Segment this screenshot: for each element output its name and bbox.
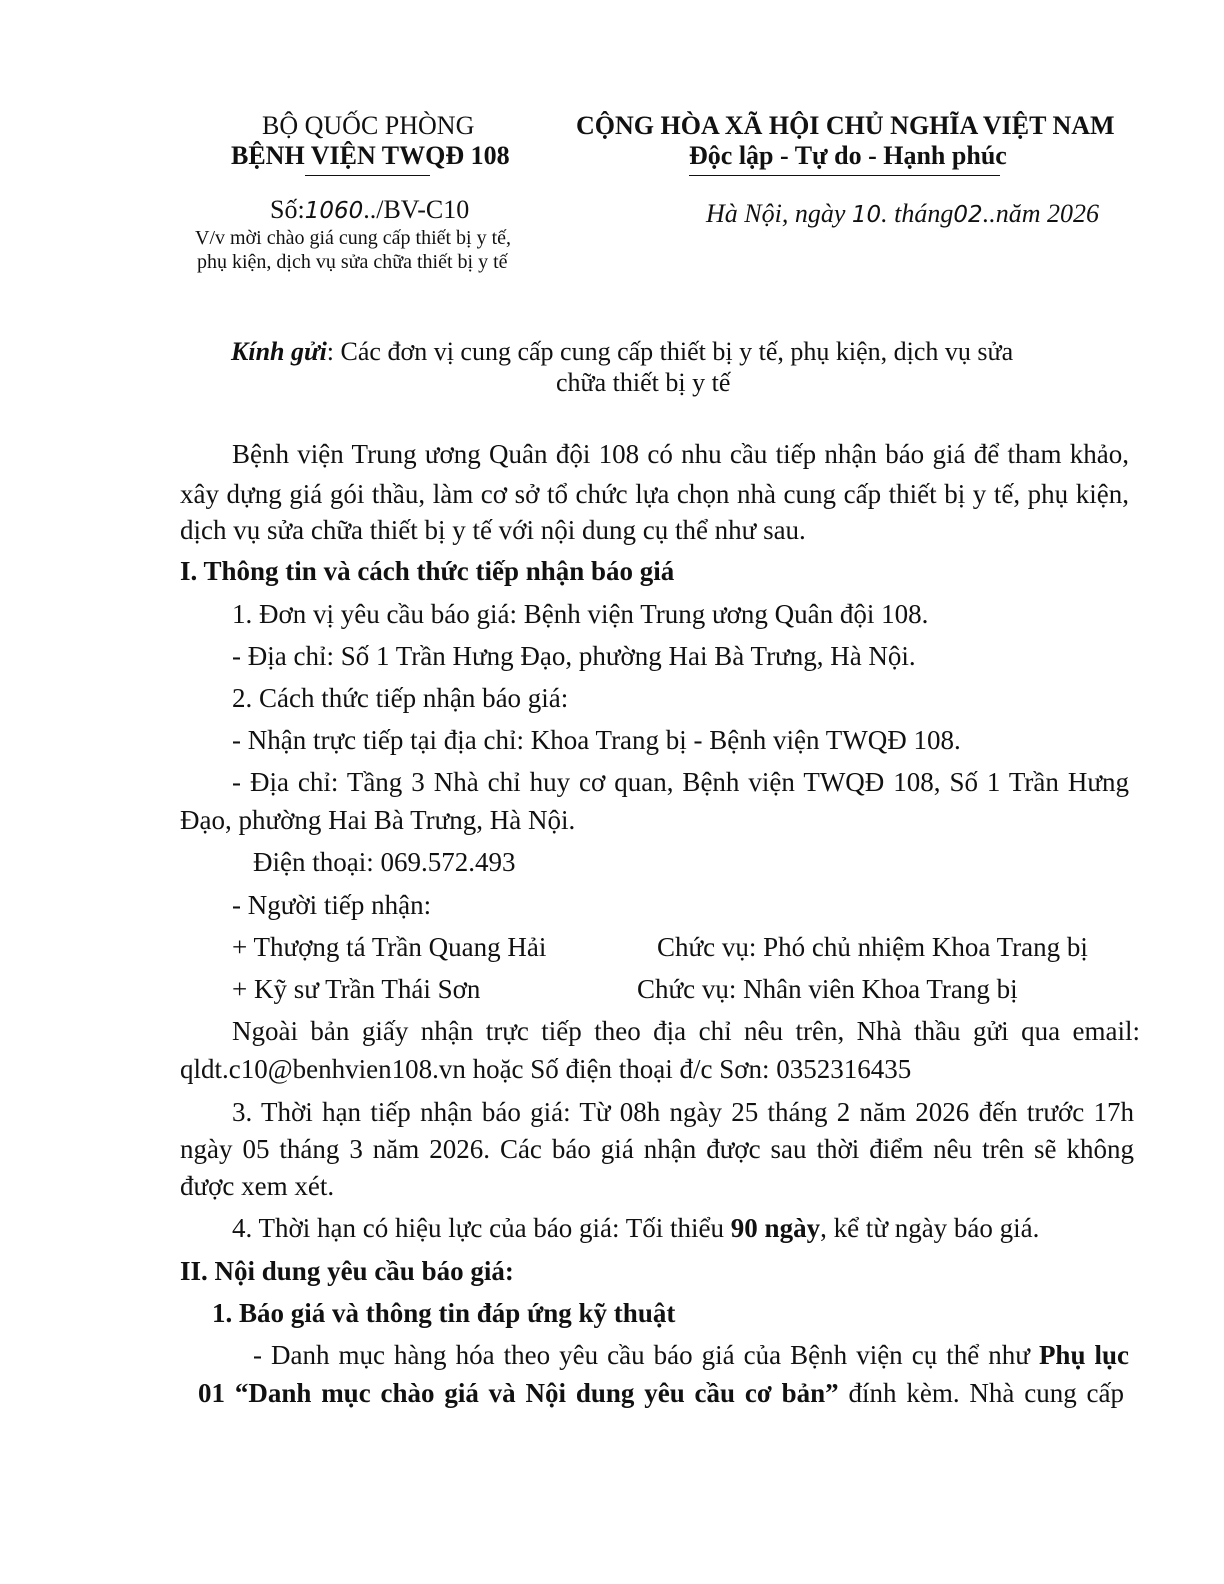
issue-date <box>706 198 1099 231</box>
intro-line-3: dịch vụ sửa chữa thiết bị y tế với nội dung cụ thể như sau. <box>180 515 806 545</box>
subject-line-2: phụ kiện, dịch vụ sửa chữa thiết bị y tế <box>197 251 508 273</box>
section-2-subheading: 1. Báo giá và thông tin đáp ứng kỹ thuật <box>212 1298 676 1328</box>
item-1-requester: 1. Đơn vị yêu cầu báo giá: Bệnh viện Trung ương Quân đội 108. <box>232 599 929 629</box>
direct-receipt: - Nhận trực tiếp tại địa chỉ: Khoa Trang bị - Bệnh viện TWQĐ 108. <box>232 725 961 755</box>
address-2-line-1: - Địa chỉ: Tầng 3 Nhà chỉ huy cơ quan, Bệnh viện TWQĐ 108, Số 1 Trần Hưng <box>232 767 1129 797</box>
list-suffix: đính kèm. Nhà cung cấp <box>838 1378 1124 1408</box>
date-month-handwritten: 02 <box>953 202 983 228</box>
receiver-1-role: Chức vụ: Phó chủ nhiệm Khoa Trang bị <box>657 932 1088 962</box>
hospital-underline <box>305 175 430 176</box>
receiver-1-name: + Thượng tá Trần Quang Hải <box>232 932 547 962</box>
nation-title: CỘNG HÒA XÃ HỘI CHỦ NGHĨA VIỆT NAM <box>576 111 1115 140</box>
recipient-text: : Các đơn vị cung cấp cung cấp thiết bị y tế, phụ kiện, dịch vụ sửa <box>326 337 1014 366</box>
item-4-suffix: , kể từ ngày báo giá. <box>820 1213 1040 1243</box>
list-line-1 <box>253 1335 1129 1375</box>
doc-number-prefix: Số: <box>270 195 305 224</box>
recipient-line-1 <box>231 336 1013 368</box>
hospital-name: BỆNH VIỆN TWQĐ 108 <box>231 141 510 170</box>
intro-line-1: Bệnh viện Trung ương Quân đội 108 có nhu cầu tiếp nhận báo giá để tham khảo, <box>232 439 1129 469</box>
national-motto: Độc lập - Tự do - Hạnh phúc <box>689 141 1007 170</box>
receiver-2-name: + Kỹ sư Trần Thái Sơn <box>232 974 481 1004</box>
intro-line-2: xây dựng giá gói thầu, làm cơ sở tổ chức lựa chọn nhà cung cấp thiết bị y tế, phụ kiện, <box>180 479 1129 509</box>
item-4-prefix: 4. Thời hạn có hiệu lực của báo giá: Tối thiểu <box>232 1213 731 1243</box>
list-line-2 <box>198 1373 1124 1413</box>
recipient-label: Kính gửi <box>231 337 327 366</box>
date-day-handwritten: 10 <box>851 202 882 228</box>
receivers-label: - Người tiếp nhận: <box>232 890 432 920</box>
email-line-1: Ngoài bản giấy nhận trực tiếp theo địa chỉ nêu trên, Nhà thầu gửi qua email: <box>232 1016 1140 1046</box>
item-2-method: 2. Cách thức tiếp nhận báo giá: <box>232 683 569 713</box>
item-3-line-1: 3. Thời hạn tiếp nhận báo giá: Từ 08h ngày 25 tháng 2 năm 2026 đến trước 17h <box>232 1097 1134 1127</box>
ministry-name: BỘ QUỐC PHÒNG <box>262 111 475 140</box>
date-mid: . tháng <box>881 199 954 228</box>
section-1-heading: I. Thông tin và cách thức tiếp nhận báo giá <box>180 556 675 586</box>
date-prefix: Hà Nội, ngày <box>706 199 852 228</box>
item-4-validity <box>232 1208 1039 1248</box>
item-3-line-2: ngày 05 tháng 3 năm 2026. Các báo giá nhận được sau thời điểm nêu trên sẽ không <box>180 1134 1134 1164</box>
email-line-2: qldt.c10@benhvien108.vn hoặc Số điện thoại đ/c Sơn: 0352316435 <box>180 1054 912 1084</box>
requester-address: - Địa chỉ: Số 1 Trần Hưng Đạo, phường Hai Bà Trưng, Hà Nội. <box>232 641 916 671</box>
list-prefix: - Danh mục hàng hóa theo yêu cầu báo giá của Bệnh viện cụ thể như <box>253 1340 1039 1370</box>
section-2-heading: II. Nội dung yêu cầu báo giá: <box>180 1256 514 1286</box>
address-2-line-2: Đạo, phường Hai Bà Trưng, Hà Nội. <box>180 805 576 835</box>
doc-number-handwritten: 1060 <box>304 198 364 224</box>
phone-number: Điện thoại: 069.572.493 <box>253 847 516 877</box>
item-4-days: 90 ngày <box>730 1213 821 1243</box>
subject-line-1: V/v mời chào giá cung cấp thiết bị y tế, <box>195 227 512 249</box>
item-3-line-3: được xem xét. <box>180 1171 335 1201</box>
date-suffix: ..năm 2026 <box>982 199 1099 228</box>
document-number <box>270 194 469 227</box>
motto-underline <box>689 175 1000 176</box>
recipient-line-2: chữa thiết bị y tế <box>556 368 731 397</box>
appendix-title: 01 “Danh mục chào giá và Nội dung yêu cầu cơ bản” <box>198 1378 839 1408</box>
appendix-ref: Phụ lục <box>1038 1340 1129 1370</box>
doc-number-suffix: ../BV-C10 <box>363 195 470 224</box>
receiver-2-role: Chức vụ: Nhân viên Khoa Trang bị <box>637 974 1018 1004</box>
